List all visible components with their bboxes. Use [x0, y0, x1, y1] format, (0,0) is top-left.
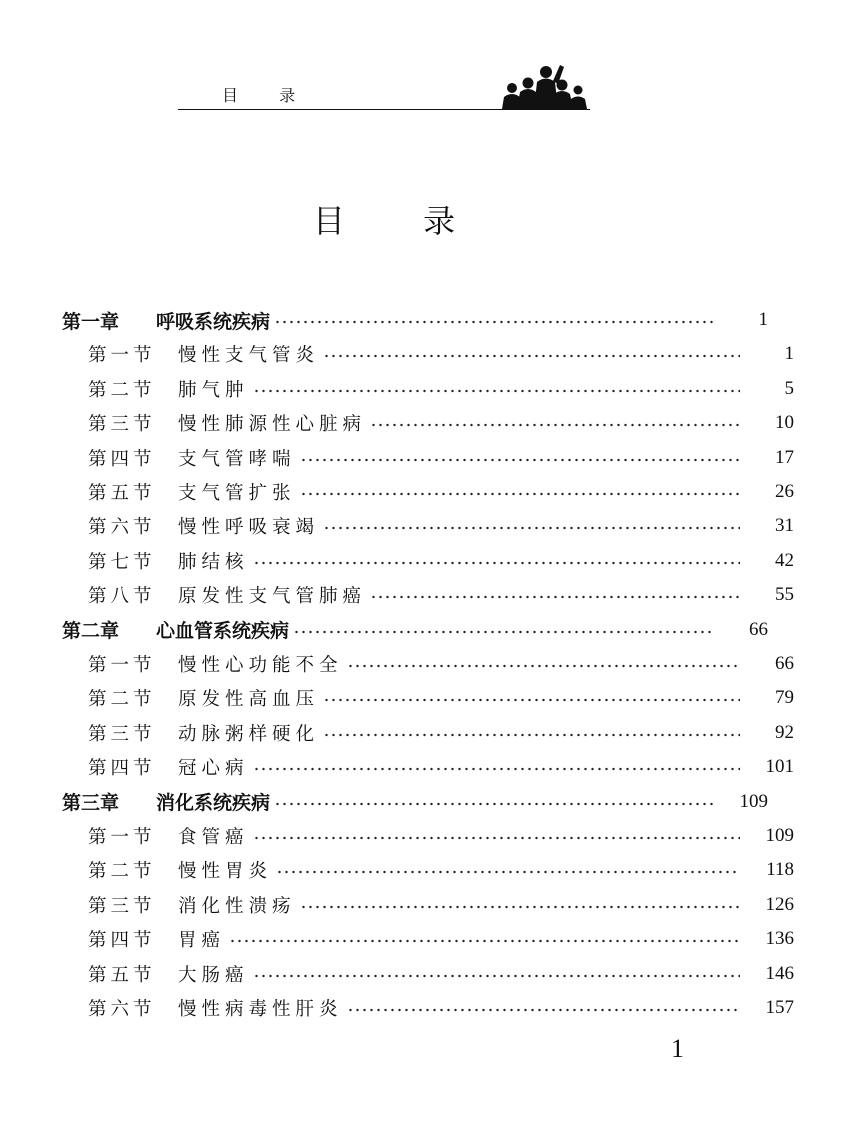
toc-entry-page: 1 — [784, 343, 794, 365]
toc-entry-page: 55 — [775, 584, 794, 606]
toc-entry-number: 第二节 — [88, 689, 156, 711]
dot-leader — [347, 662, 740, 670]
toc-entry-title: 冠心病 — [178, 758, 249, 780]
dot-leader — [370, 421, 740, 429]
toc-entry-title: 心血管系统疾病 — [156, 620, 290, 643]
toc-entry-title: 大肠癌 — [178, 964, 249, 986]
toc-section-entry[interactable] — [0, 337, 856, 371]
toc-section-entry[interactable] — [0, 853, 856, 887]
header-rule — [178, 109, 590, 110]
dot-leader — [229, 937, 740, 945]
toc-entry-title: 慢性胃炎 — [178, 861, 273, 883]
toc-entry-title: 慢性呼吸衰竭 — [178, 517, 320, 539]
toc-entry-title: 胃癌 — [178, 930, 226, 952]
toc-entry-title: 动脉粥样硬化 — [178, 723, 320, 745]
toc-entry-number: 第六节 — [88, 517, 156, 539]
dot-leader — [276, 868, 740, 876]
running-header-label: 目 录 — [222, 86, 314, 105]
toc-chapter-entry[interactable] — [0, 613, 830, 647]
toc-section-entry[interactable] — [0, 544, 856, 578]
toc-entry-number: 第二节 — [88, 379, 156, 401]
toc-entry-page: 109 — [739, 790, 768, 812]
dot-leader — [370, 593, 740, 601]
toc-entry-page: 5 — [784, 377, 794, 399]
toc-chapter-entry[interactable] — [0, 785, 830, 819]
toc-entry-number: 第八节 — [88, 586, 156, 608]
toc-entry-title: 原发性高血压 — [178, 689, 320, 711]
toc-entry-number: 第四节 — [88, 758, 156, 780]
dot-leader — [253, 834, 740, 842]
dot-leader — [253, 559, 740, 567]
toc-entry-page: 1 — [758, 309, 768, 330]
toc-entry-number: 第七节 — [88, 551, 156, 573]
dot-leader — [323, 524, 740, 532]
toc-entry-title: 肺结核 — [178, 551, 249, 573]
toc-section-entry[interactable] — [0, 957, 856, 991]
dot-leader — [274, 800, 714, 808]
dot-leader — [300, 903, 740, 911]
toc-section-entry[interactable] — [0, 647, 856, 681]
toc-entry-number: 第四节 — [88, 930, 156, 952]
toc-section-entry[interactable] — [0, 991, 856, 1025]
toc-entry-title: 慢性肺源性心脏病 — [178, 414, 367, 436]
toc-entry-page: 10 — [775, 412, 794, 434]
dot-leader — [323, 352, 740, 360]
toc-entry-number: 第三节 — [88, 895, 156, 917]
toc-section-entry[interactable] — [0, 888, 856, 922]
toc-entry-title: 食管癌 — [178, 827, 249, 848]
toc-entry-page: 118 — [766, 859, 794, 881]
dot-leader — [253, 765, 740, 773]
toc-section-entry[interactable] — [0, 716, 856, 750]
toc-entry-number: 第二节 — [88, 861, 156, 883]
toc-section-entry[interactable] — [0, 819, 856, 853]
toc-entry-title: 慢性病毒性肝炎 — [178, 999, 343, 1020]
people-silhouette-icon — [498, 63, 590, 109]
toc-entry-page: 109 — [765, 825, 794, 846]
toc-section-entry[interactable] — [0, 406, 856, 440]
toc-section-entry[interactable] — [0, 750, 856, 784]
toc-entry-page: 126 — [765, 893, 794, 915]
toc-entry-page: 42 — [775, 549, 794, 571]
toc-entry-page: 92 — [775, 721, 794, 743]
toc-entry-number: 第三章 — [62, 792, 120, 815]
toc-entry-number: 第一节 — [88, 345, 156, 367]
dot-leader — [300, 456, 740, 464]
toc-section-entry[interactable] — [0, 922, 856, 956]
toc-entry-title: 慢性支气管炎 — [178, 345, 320, 367]
toc-entry-number: 第四节 — [88, 448, 156, 470]
toc-entry-page: 26 — [775, 481, 794, 502]
toc-entry-number: 第三节 — [88, 723, 156, 745]
toc-entry-number: 第二章 — [62, 620, 120, 643]
toc-section-entry[interactable] — [0, 372, 856, 406]
toc-entry-title: 呼吸系统疾病 — [156, 310, 271, 333]
toc-entry-page: 66 — [749, 618, 768, 640]
toc-entry-page: 157 — [765, 997, 794, 1018]
toc-entry-page: 101 — [765, 756, 794, 778]
toc-chapter-entry[interactable] — [0, 303, 830, 337]
dot-leader — [323, 696, 740, 704]
toc-entry-number: 第一章 — [62, 310, 120, 333]
dot-leader — [274, 318, 714, 326]
page-number: 1 — [671, 1034, 684, 1063]
running-header — [178, 64, 590, 110]
dot-leader — [253, 387, 740, 395]
toc-section-entry[interactable] — [0, 441, 856, 475]
toc-entry-page: 17 — [775, 446, 794, 468]
toc-entry-page: 146 — [765, 962, 794, 984]
toc-entry-title: 肺气肿 — [178, 379, 249, 401]
toc-section-entry[interactable] — [0, 475, 856, 509]
toc-entry-number: 第三节 — [88, 414, 156, 436]
toc-entry-number: 第六节 — [88, 999, 156, 1020]
page-title: 目 录 — [312, 202, 490, 240]
toc-section-entry[interactable] — [0, 681, 856, 715]
toc-entry-title: 支气管扩张 — [178, 483, 296, 504]
toc-entry-number: 第一节 — [88, 827, 156, 848]
dot-leader — [293, 628, 714, 636]
toc-entry-title: 支气管哮喘 — [178, 448, 296, 470]
dot-leader — [300, 490, 740, 498]
toc-entry-page: 31 — [775, 515, 794, 537]
toc-entry-page: 66 — [775, 653, 794, 674]
dot-leader — [323, 731, 740, 739]
dot-leader — [253, 972, 740, 980]
toc-entry-page: 136 — [765, 928, 794, 950]
toc-section-entry[interactable] — [0, 509, 856, 543]
toc-entry-title: 消化系统疾病 — [156, 792, 271, 815]
toc-entry-page: 79 — [775, 687, 794, 709]
toc-entry-number: 第一节 — [88, 655, 156, 676]
toc-entry-title: 原发性支气管肺癌 — [178, 586, 367, 608]
dot-leader — [347, 1006, 740, 1014]
toc-entry-number: 第五节 — [88, 483, 156, 504]
toc-section-entry[interactable] — [0, 578, 856, 612]
toc-entry-title: 慢性心功能不全 — [178, 655, 343, 676]
toc-entry-number: 第五节 — [88, 964, 156, 986]
toc-entry-title: 消化性溃疡 — [178, 895, 296, 917]
